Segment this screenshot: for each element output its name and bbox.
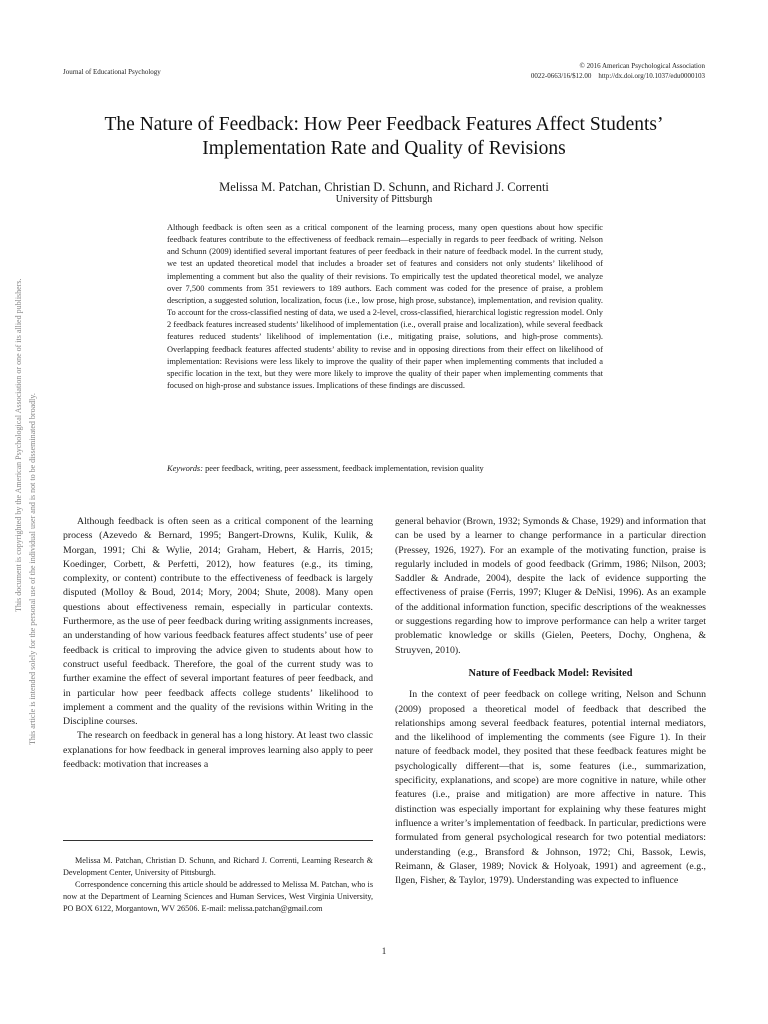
- right-column: [395, 515, 706, 888]
- title-line-2: Implementation Rate and Quality of Revisions: [202, 138, 566, 159]
- footnote-divider: [63, 840, 373, 841]
- title-line-1: The Nature of Feedback: How Peer Feedback Features Affect Students’: [104, 114, 664, 135]
- keywords-list: peer feedback, writing, peer assessment, feedback implementation, revision quality: [202, 464, 484, 473]
- side-notice-line-1: This document is copyrighted by the American Psychological Association or one of its allied publishers.: [14, 278, 23, 612]
- author-note: [63, 855, 373, 915]
- keywords: [167, 463, 603, 475]
- author-list: Melissa M. Patchan, Christian D. Schunn, and Richard J. Correnti: [219, 180, 549, 194]
- body-paragraph: The research on feedback in general has a long history. At least two classic explanations for how feedback in general improves learning also apply to peer feedback: motivation that increases a: [63, 730, 373, 771]
- keywords-label: Keywords:: [167, 464, 203, 473]
- issn-doi-line: 0022-0663/16/$12.00 http://dx.doi.org/10.1037/edu0000103: [530, 72, 705, 80]
- body-paragraph: In the context of peer feedback on college writing, Nelson and Schunn (2009) proposed a theoretical model of feedback that described the relationships among several feedback features, potential internal mediators, and the likelihood of implementing the comments (see Figure 1). In their nature of feedback model, they posited that these feedback features might be psychologically different—that is, some features (i.e., summarization, specificity, explanations, and scope) are more cognitive in nature, while other features (i.e., praise and mitigation) are more affective in nature. This distinction was especially important for explaining why these features might influence a writer’s implementation of feedback. In particular, predictions were formulated from general psychological research for two potential mediators: understanding (e.g., Bransford & Johnson, 1972; Chi, Bassok, Lewis, Reimann, & Glaser, 1989; Novick & Holyoak, 1991) and agreement (e.g., Ilgen, Fisher, & Taylor, 1979). Understanding was expected to influence: [395, 689, 706, 887]
- page-number: 1: [381, 946, 387, 956]
- body-paragraph: general behavior (Brown, 1932; Symonds & Chase, 1929) and information that can be used by a learner to change performance in a particular direction (Pressey, 1926, 1927). For an example of the motivating function, praise is regularly included in models of good feedback (Grimm, 1986; Nilson, 2003; Saddler & Andrade, 2004), despite the lack of evidence supporting the effectiveness of praise (Ferris, 1997; Kluger & DeNisi, 1996). As an example of the additional information function, specific descriptions of the weaknesses or suggestions regarding how to improve performance can help a writer target problematic knowledge or skills (Gielen, Peeters, Dochy, Onghena, & Struyven, 2010).: [395, 516, 706, 656]
- section-heading: Nature of Feedback Model: Revisited: [468, 667, 633, 679]
- copyright-line: © 2016 American Psychological Association: [579, 62, 705, 70]
- abstract: Although feedback is often seen as a critical component of the learning process, many open questions about how specific feedback features contribute to the effectiveness of feedback remain—especially in regards to peer feedback of writing. Nelson and Schunn (2009) identified several important features of peer feedback in their nature of feedback model. In the current study, we test an updated theoretical model that includes a broader set of features and considers not only students’ likelihood of implementing a comment but also the quality of their revisions. To empirically test the updated theoretical model, we analyze over 7,500 comments from 351 reviewers to 189 authors. Each comment was coded for the presence of praise, a problem description, a suggested solution, localization, focus (i.e., low prose, high prose, substance), implementation, and revision quality. To account for the cross-classified nesting of data, we used a 2-level, cross-classified, hierarchical logistic regression model. Only 2 feedback features increased students’ likelihood of implementation (i.e., overall praise and localization), while several feedback features reduced students’ likelihood of implementation (i.e., mitigating praise, solutions, and high-prose comments). Overlapping feedback features affected students’ ability to revise and in opposing directions from their effect on likelihood of implementation: Revisions were less likely to improve the quality of their paper when implementing comments that included a specific location in the text, but they were more likely to improve the quality of their paper when implementing comments that focused on high-prose and substance issues. Implications of these findings are discussed.: [167, 223, 603, 391]
- body-paragraph: Although feedback is often seen as a critical component of the learning process (Azevedo & Bernard, 1995; Bangert-Drowns, Kulik, Kulik, & Morgan, 1991; Chi & Wylie, 2014; Graham, Hebert, & Harris, 2015; Koedinger, Corbett, & Perfetti, 2012), how features (e.g., its timing, complexity, or content) contribute to the effectiveness of feedback is largely disputed (Molloy & Boud, 2014; Mory, 2004; Shute, 2008). Many open questions about effectiveness remain, especially in particular contexts. Furthermore, as the use of peer feedback during writing assignments increases, an understanding of how various feedback features affect students’ use of peer feedback is critical to improving the advice given to students about how to construct useful feedback. Therefore, the goal of the current study was to further examine the effect of several important features of peer feedback, and in particular how peer feedback affects college students’ likelihood to implement a comment and the quality of the revisions within Writing in the Discipline courses.: [63, 516, 373, 728]
- side-notice-line-2: This article is intended solely for the personal use of the individual user and is not to be disseminated broadly.: [28, 393, 37, 745]
- affiliation: University of Pittsburgh: [335, 194, 433, 205]
- correspondence-note: Correspondence concerning this article should be addressed to Melissa M. Patchan, who is now at the Department of Learning Sciences and Human Services, West Virginia University, PO BOX 6122, Morgantown, WV 26506. E-mail: melissa.patchan@gmail.com: [63, 880, 373, 913]
- paper-title: [40, 113, 728, 161]
- journal-name: Journal of Educational Psychology: [63, 68, 161, 76]
- author-affiliation-note: Melissa M. Patchan, Christian D. Schunn, and Richard J. Correnti, Learning Research & Development Center, University of Pittsburgh.: [63, 856, 373, 877]
- left-column: [63, 515, 373, 772]
